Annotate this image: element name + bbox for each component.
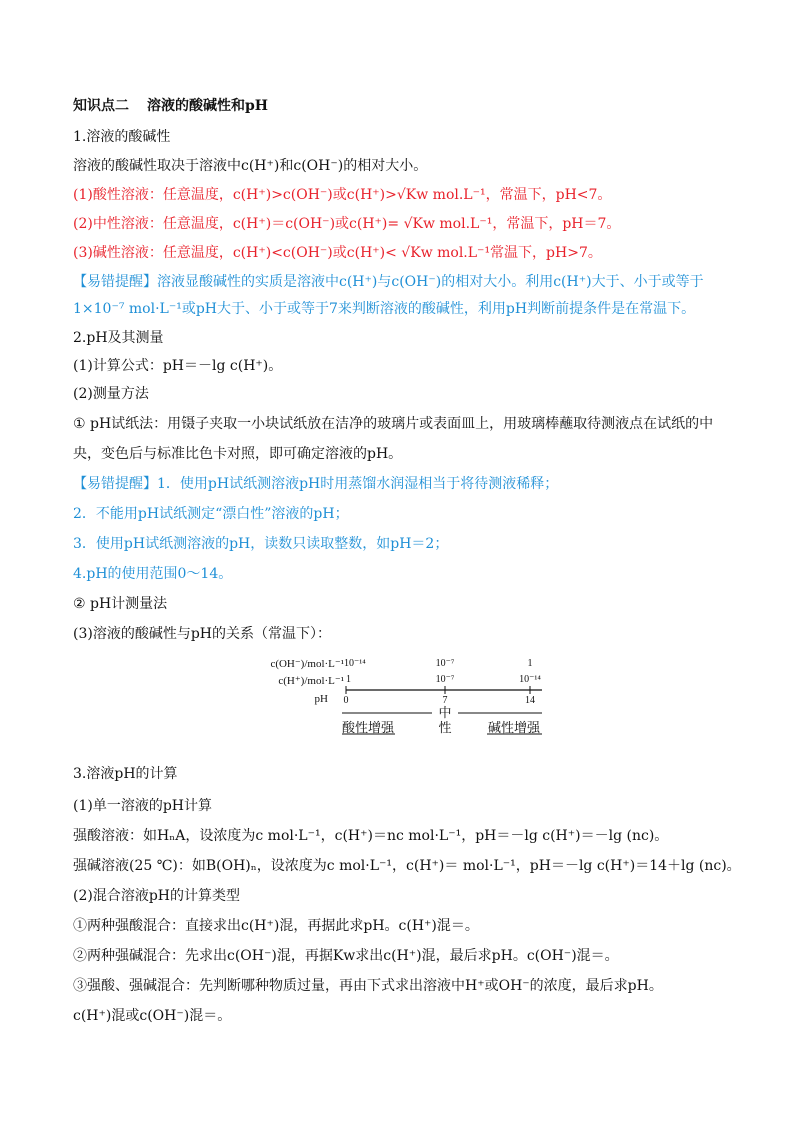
neutral-label-top: 中 (438, 705, 452, 720)
base-solution-line: (3)碱性溶液：任意温度，c(H⁺)<c(OH⁻)或c(H⁺)< √Kw mol.L⁻¹常温下，pH>7。 (73, 245, 602, 261)
ph-paper-line-1: ① pH试纸法：用镊子夹取一小块试纸放在洁净的玻璃片或表面皿上，用玻璃棒蘸取待测液点在试纸的中 (73, 416, 714, 432)
single-solution-title: (1)单一溶液的pH计算 (73, 798, 213, 814)
mixed-item-3b: c(H⁺)混或c(OH⁻)混＝。 (73, 1008, 232, 1024)
heading-title: 溶液的酸碱性和pH (147, 98, 269, 114)
tip2-item-4: 4.pH的使用范围0～14。 (73, 566, 233, 582)
h-value-right: 10⁻¹⁴ (519, 674, 541, 685)
base-strengthen-label: 碱性增强 (487, 720, 541, 735)
tip2-item-2: 2．不能用pH试纸测定“漂白性”溶液的pH； (73, 506, 349, 522)
oh-value-left: 10⁻¹⁴ (344, 658, 366, 669)
row-label-oh: c(OH⁻)/mol·L⁻¹ (270, 658, 344, 670)
ph-meter-method: ② pH计测量法 (73, 596, 168, 612)
tip2-item-3: 3．使用pH试纸测溶液的pH，读数只读取整数，如pH＝2； (73, 536, 449, 552)
ph-formula: (1)计算公式：pH＝－lg c(H⁺)。 (73, 358, 283, 374)
ph-paper-line-2: 央，变色后与标准比色卡对照，即可确定溶液的pH。 (73, 446, 403, 462)
s2-title: 2.pH及其测量 (73, 330, 164, 346)
s3-title: 3.溶液pH的计算 (73, 766, 178, 782)
h-value-mid: 10⁻⁷ (435, 674, 455, 685)
tip2-item-1: 【易错提醒】1．使用pH试纸测溶液pH时用蒸馏水润湿相当于将待测液稀释； (73, 476, 559, 492)
ph-value-0: 0 (343, 695, 349, 706)
tip-line-1: 【易错提醒】溶液显酸碱性的实质是溶液中c(H⁺)与c(OH⁻)的相对大小。利用c(H⁺)大于、小于或等于 (73, 274, 704, 290)
strong-acid-line: 强酸溶液：如HₙA，设浓度为c mol·L⁻¹，c(H⁺)＝nc mol·L⁻¹，pH＝－lg c(H⁺)＝－lg (nc)。 (73, 828, 669, 844)
measure-method: (2)测量方法 (73, 386, 149, 402)
mixed-title: (2)混合溶液pH的计算类型 (73, 888, 241, 904)
ph-value-7: 7 (442, 695, 448, 706)
strong-base-line: 强碱溶液(25 ℃)：如B(OH)ₙ，设浓度为c mol·L⁻¹，c(H⁺)＝ mol·L⁻¹，pH＝－lg c(H⁺)＝14＋lg (nc)。 (73, 858, 741, 874)
neutral-label-bottom: 性 (438, 720, 452, 735)
ph-scale-diagram (250, 650, 570, 742)
acid-strengthen-label: 酸性增强 (341, 720, 395, 735)
h-value-left: 1 (346, 674, 351, 685)
row-label-h: c(H⁺)/mol·L⁻¹ (278, 675, 344, 687)
neutral-solution-line: (2)中性溶液：任意温度，c(H⁺)＝c(OH⁻)或c(H⁺)= √Kw mol.L⁻¹，常温下，pH＝7。 (73, 216, 621, 232)
s1-title: 1.溶液的酸碱性 (73, 129, 171, 145)
acid-solution-line: (1)酸性溶液：任意温度，c(H⁺)>c(OH⁻)或c(H⁺)>√Kw mol.L⁻¹，常温下，pH<7。 (73, 187, 612, 203)
mixed-item-1: ①两种强酸混合：直接求出c(H⁺)混，再据此求pH。c(H⁺)混＝。 (73, 918, 479, 934)
ph-value-14: 14 (525, 695, 535, 706)
relation-title: (3)溶液的酸碱性与pH的关系（常温下）： (73, 626, 332, 642)
s1-intro: 溶液的酸碱性取决于溶液中c(H⁺)和c(OH⁻)的相对大小。 (73, 158, 428, 174)
oh-value-right: 1 (527, 658, 533, 669)
section-heading (73, 96, 740, 116)
mixed-item-3: ③强酸、强碱混合：先判断哪种物质过量，再由下式求出溶液中H⁺或OH⁻的浓度，最后求pH。 (73, 978, 663, 994)
row-label-ph: pH (314, 693, 328, 705)
oh-value-mid: 10⁻⁷ (435, 658, 455, 669)
tip-line-2: 1×10⁻⁷ mol·L⁻¹或pH大于、小于或等于7来判断溶液的酸碱性，利用pH判断前提条件是在常温下。 (73, 301, 696, 317)
mixed-item-2: ②两种强碱混合：先求出c(OH⁻)混，再据Kw求出c(H⁺)混，最后求pH。c(OH⁻)混＝。 (73, 948, 619, 964)
heading-label: 知识点二 (73, 98, 129, 114)
